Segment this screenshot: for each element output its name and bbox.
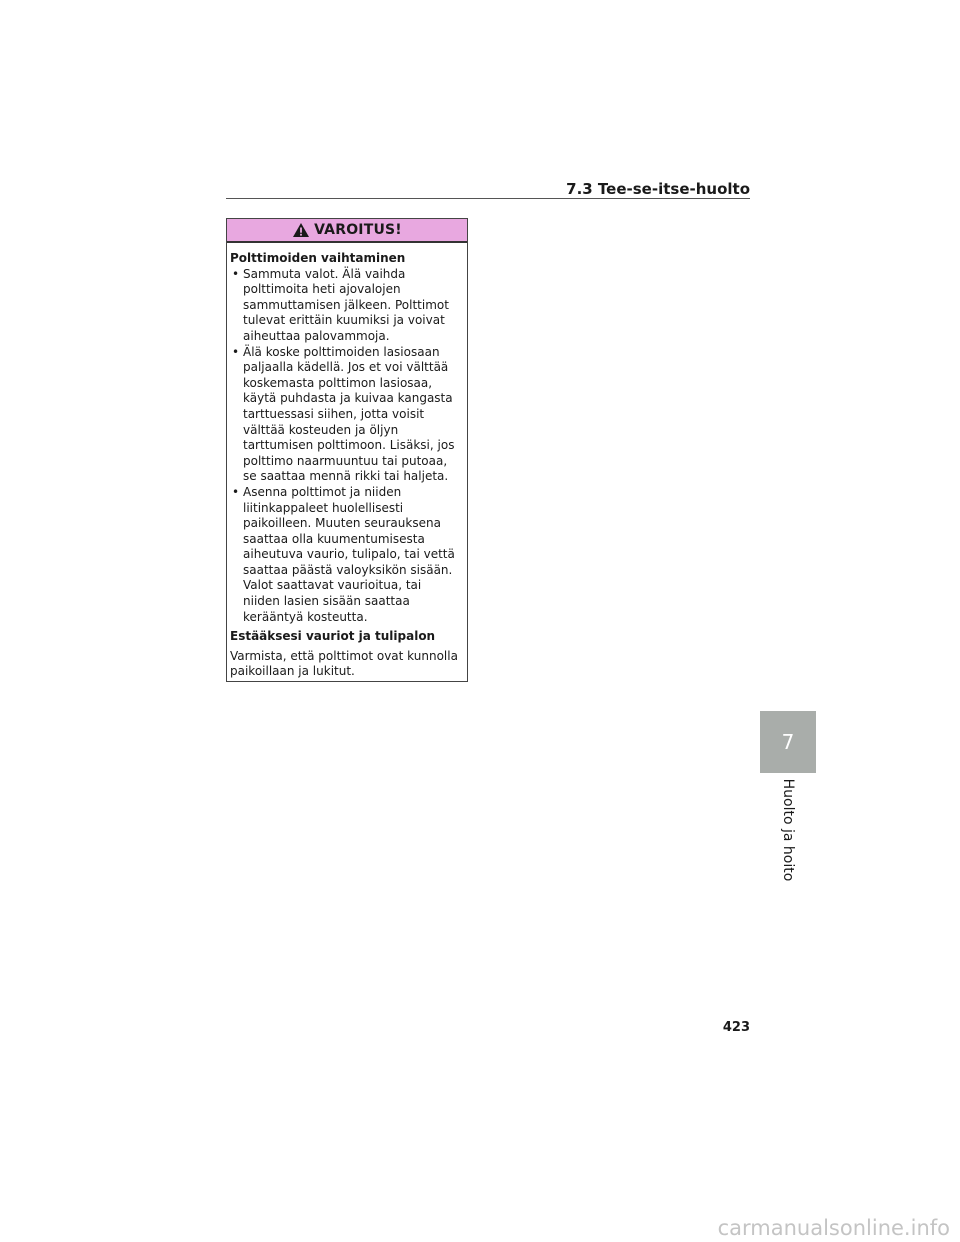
warning-subheading: Polttimoiden vaihtaminen (230, 251, 406, 265)
page-number: 423 (722, 1020, 750, 1035)
warning-header (227, 219, 467, 243)
list-item: • Älä koske polttimoiden lasiosaan paljaalla kädellä. Jos et voi välttää koskemasta polttimon lasiosaa, käytä puhdasta ja kuivaa kangasta tarttuessasi siihen, jotta voisit välttää kosteuden ja öljyn tarttumisen polttimoon. Lisäksi, jos polttimo naarmuuntuu tai putoaa, se saattaa mennä rikki tai haljeta. (230, 345, 461, 485)
header-divider (226, 198, 750, 199)
section-title: 7.3 Tee-se-itse-huolto (566, 180, 750, 198)
warning-paragraph: Varmista, että polttimot ovat kunnolla paikoillaan ja lukitut. (230, 648, 458, 679)
warning-triangle-icon (292, 222, 310, 238)
watermark: carmanualsonline.info (717, 1216, 950, 1240)
list-item: • Asenna polttimot ja niiden liitinkappaleet huolellisesti paikoilleen. Muuten seurauksena saattaa olla kuumentumisesta aiheutuva vaurio, tulipalo, tai vettä saattaa päästä valoyksikön sisään. Valot saattavat vaurioitua, tai niiden lasien sisään saattaa kerääntyä kosteutta. (230, 485, 461, 625)
warning-body (227, 243, 467, 680)
chapter-label-container (778, 770, 798, 890)
warning-subheading-2: Estääksesi vauriot ja tulipalon (230, 629, 436, 644)
chapter-label: Huolto ja hoito (780, 778, 796, 882)
chapter-tab (760, 711, 816, 773)
warning-bullet-list (230, 267, 461, 626)
warning-title: VAROITUS! (314, 222, 402, 238)
list-item: • Sammuta valot. Älä vaihda polttimoita heti ajovalojen sammuttamisen jälkeen. Polttimot tulevat erittäin kuumiksi ja voivat aiheuttaa palovammoja. (230, 267, 461, 345)
chapter-number: 7 (781, 730, 795, 754)
warning-box (226, 218, 468, 682)
